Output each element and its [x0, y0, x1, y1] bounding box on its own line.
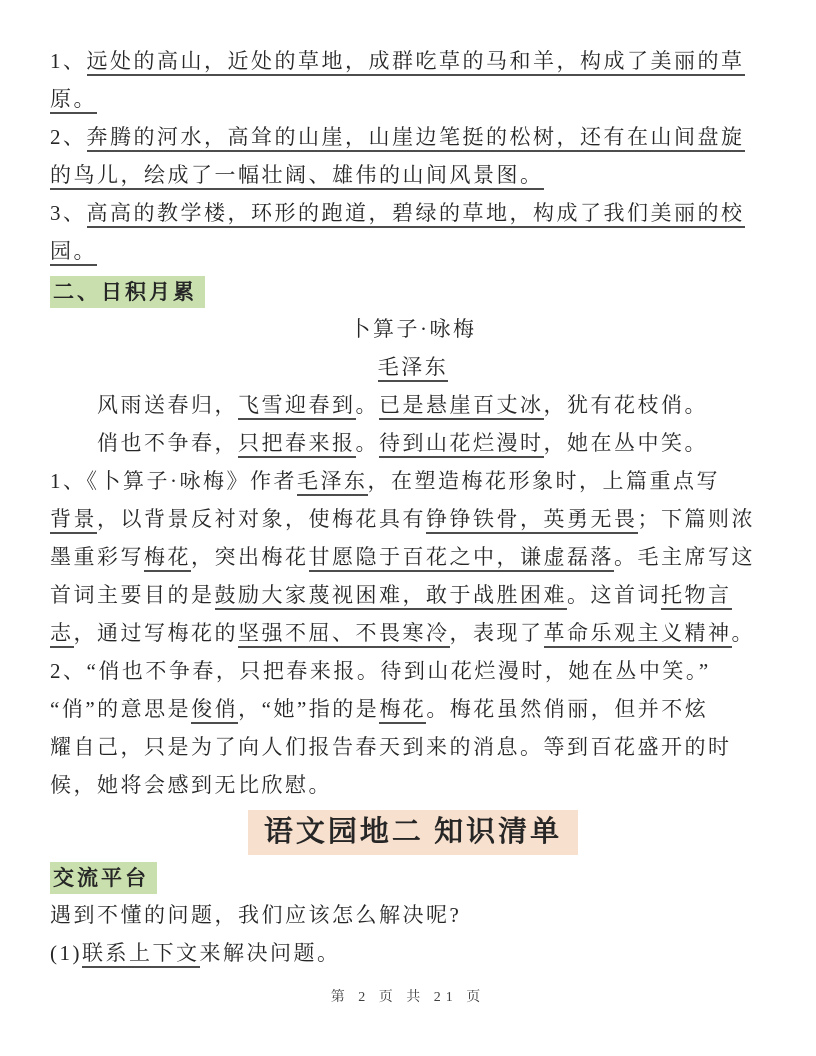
text-segment: 遇到不懂的问题，我们应该怎么解决呢? — [50, 903, 462, 927]
page-number-text: 第 2 页 共 21 页 — [330, 990, 486, 1005]
underlined-text: 毛泽东 — [378, 355, 449, 382]
text-segment: 。这首词 — [567, 583, 661, 607]
text-segment: “俏”的意思是 — [50, 697, 192, 721]
section-heading — [50, 274, 776, 310]
underlined-text: 联系上下文 — [82, 941, 200, 968]
text-line — [50, 652, 776, 690]
text-segment: 俏也不争春， — [97, 431, 238, 455]
underlined-text: 的鸟儿，绘成了一幅壮阔、雄伟的山间风景图。 — [50, 163, 544, 190]
text-line — [50, 690, 776, 728]
text-segment: 2、“俏也不争春，只把春来报。待到山花烂漫时，她在丛中笑。” — [50, 659, 711, 683]
underlined-text: 毛泽东 — [297, 469, 368, 496]
text-segment: ，在塑造梅花形象时，上篇重点写 — [367, 469, 720, 493]
text-line — [50, 310, 776, 348]
underlined-text: 铮铮铁骨，英勇无畏 — [426, 507, 638, 534]
text-line — [50, 766, 776, 804]
underlined-text: 志 — [50, 621, 74, 648]
text-segment: 风雨送春归， — [97, 393, 238, 417]
underlined-text: 鼓励大家蔑视困难，敢于战胜困难 — [215, 583, 568, 610]
text-line — [50, 194, 776, 232]
text-segment: ，表现了 — [449, 621, 544, 645]
text-line — [50, 156, 776, 194]
text-segment: 。 — [731, 621, 755, 645]
text-line — [50, 42, 776, 80]
underlined-text: 待到山花烂漫时 — [379, 431, 544, 458]
text-segment: ，以背景反衬对象，使梅花具有 — [97, 507, 426, 531]
section-heading — [50, 860, 776, 896]
underlined-text: 甘愿隐于百花之中，谦虚磊落 — [309, 545, 615, 572]
text-segment: 卜算子·咏梅 — [349, 317, 477, 341]
text-segment: 1、《卜算子·咏梅》作者 — [50, 469, 297, 493]
section-heading-label: 交流平台 — [50, 862, 157, 894]
text-segment: 首词主要目的是 — [50, 583, 215, 607]
underlined-text: 高高的教学楼，环形的跑道，碧绿的草地，构成了我们美丽的校 — [87, 201, 745, 228]
text-segment: (1) — [50, 941, 82, 965]
text-segment: ，突出梅花 — [191, 545, 309, 569]
text-line — [50, 728, 776, 766]
text-line — [50, 80, 776, 118]
underlined-text: 飞雪迎春到 — [238, 393, 356, 420]
text-segment: 2、 — [50, 125, 87, 149]
text-segment: 墨重彩写 — [50, 545, 144, 569]
text-segment: 候，她将会感到无比欣慰。 — [50, 773, 332, 797]
text-line — [50, 934, 776, 972]
text-segment: ，通过写梅花的 — [73, 621, 238, 645]
text-segment: ；下篇则浓 — [637, 507, 755, 531]
underlined-text: 背景 — [50, 507, 97, 534]
underlined-text: 原。 — [50, 87, 97, 114]
text-segment: 3、 — [50, 201, 87, 225]
page-title-label: 语文园地二 知识清单 — [248, 810, 578, 855]
text-line — [50, 576, 776, 614]
text-line — [50, 896, 776, 934]
text-segment: 。梅花虽然俏丽，但并不炫 — [426, 697, 709, 721]
text-segment: ，她在丛中笑。 — [543, 431, 708, 455]
text-line — [50, 424, 776, 462]
page-footer — [0, 986, 816, 1006]
text-segment: 。毛主席写这 — [614, 545, 755, 569]
underlined-text: 梅花 — [379, 697, 426, 724]
underlined-text: 革命乐观主义精神 — [544, 621, 732, 648]
underlined-text: 奔腾的河水，高耸的山崖，山崖边笔挺的松树，还有在山间盘旋 — [87, 125, 745, 152]
text-line — [50, 118, 776, 156]
section-heading-label: 二、日积月累 — [50, 276, 205, 308]
underlined-text: 只把春来报 — [238, 431, 356, 458]
text-segment: ，“她”指的是 — [238, 697, 380, 721]
underlined-text: 俊俏 — [191, 697, 238, 724]
underlined-text: 坚强不屈、不畏寒冷 — [238, 621, 450, 648]
text-segment: 来解决问题。 — [199, 941, 341, 965]
underlined-text: 梅花 — [144, 545, 191, 572]
page-title — [50, 808, 776, 856]
text-segment: 1、 — [50, 49, 87, 73]
underlined-text: 远处的高山，近处的草地，成群吃草的马和羊，构成了美丽的草 — [87, 49, 745, 76]
text-segment: ，犹有花枝俏。 — [543, 393, 708, 417]
underlined-text: 园。 — [50, 239, 97, 266]
text-line — [50, 348, 776, 386]
text-line — [50, 500, 776, 538]
text-segment: 。 — [355, 393, 379, 417]
text-segment: 。 — [355, 431, 379, 455]
text-line — [50, 232, 776, 270]
text-segment: 耀自己，只是为了向人们报告春天到来的消息。等到百花盛开的时 — [50, 735, 732, 759]
text-line — [50, 386, 776, 424]
underlined-text: 已是悬崖百丈冰 — [379, 393, 544, 420]
text-line — [50, 538, 776, 576]
underlined-text: 托物言 — [661, 583, 732, 610]
text-line — [50, 614, 776, 652]
text-line — [50, 462, 776, 500]
